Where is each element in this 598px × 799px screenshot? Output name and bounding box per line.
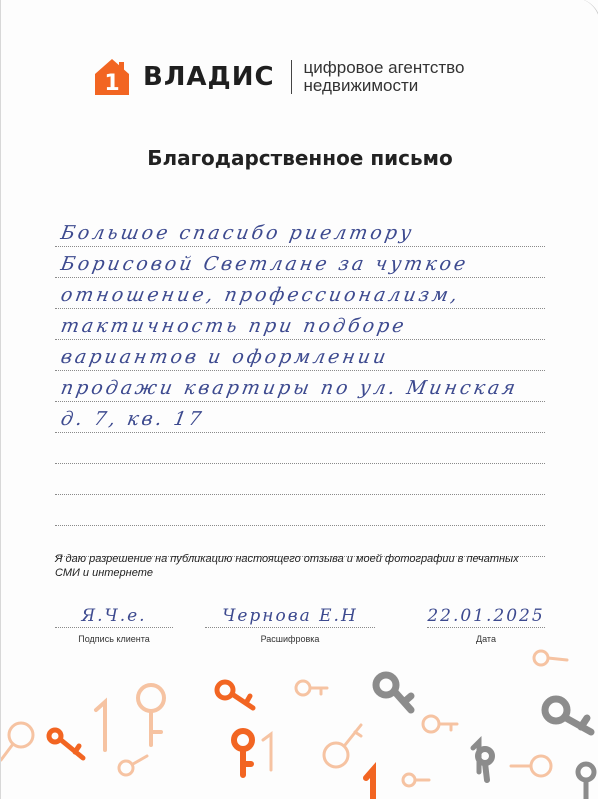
text-line <box>55 371 545 402</box>
text-line <box>55 247 545 278</box>
key-icon <box>49 730 83 758</box>
key-icon <box>138 685 164 745</box>
key-icon <box>119 756 147 775</box>
handwritten-line: тактичность при подборе <box>59 315 409 337</box>
key-icon <box>234 731 252 775</box>
text-line <box>55 340 545 371</box>
text-line <box>55 464 545 495</box>
decoding-caption: Расшифровка <box>260 634 320 644</box>
handwritten-line: Большое спасибо риелтору <box>59 222 417 244</box>
company-logo <box>93 56 464 98</box>
key-icon <box>545 699 591 732</box>
key-icon <box>324 725 361 767</box>
key-icon <box>217 682 253 708</box>
handwritten-line: д. 7, кв. 17 <box>59 408 206 430</box>
letter-title: Благодарственное письмо <box>147 146 453 170</box>
date-caption: Дата <box>476 634 496 644</box>
client-signature-caption: Подпись клиента <box>78 634 150 644</box>
text-line <box>55 433 545 464</box>
house-logo-icon <box>93 57 131 97</box>
date-handwritten: 22.01.2025 <box>427 606 545 626</box>
client-signature-field <box>55 596 173 646</box>
logo-divider <box>291 60 292 94</box>
number-one-shape <box>263 734 271 770</box>
handwritten-line: Борисовой Светлане за чуткое <box>59 253 471 275</box>
tagline-line-1: цифровое агентство <box>303 58 465 77</box>
key-icon <box>1 723 33 760</box>
key-icon <box>403 774 429 786</box>
key-icon <box>578 764 594 799</box>
page-corner <box>574 0 598 38</box>
key-icon <box>423 716 457 732</box>
handwritten-line: вариантов и оформлении <box>59 346 391 368</box>
signature-line <box>55 627 173 628</box>
decoding-handwritten: Чернова Е.Н <box>222 606 358 626</box>
client-signature: Я.Ч.е. <box>81 606 147 626</box>
signature-row <box>55 596 545 646</box>
number-one-shape <box>366 770 373 799</box>
brand-name: ВЛАДИС <box>143 62 275 92</box>
key-icon <box>296 681 327 695</box>
handwritten-text-block <box>55 216 545 557</box>
key-icon <box>376 675 411 710</box>
date-line <box>427 627 545 628</box>
brand-tagline <box>304 59 465 95</box>
tagline-line-2: недвижимости <box>303 76 419 95</box>
handwritten-line: продажи квартиры по ул. Минская <box>59 377 520 399</box>
date-field <box>427 596 545 646</box>
svg-text:1: 1 <box>104 71 120 96</box>
text-line <box>55 309 545 340</box>
handwritten-line: отношение, профессионализм, <box>59 284 462 306</box>
text-line <box>55 216 545 247</box>
decoding-line <box>205 627 375 628</box>
key-icon <box>534 651 567 665</box>
text-line <box>55 495 545 526</box>
decoding-field <box>205 596 375 646</box>
number-one-shape <box>96 702 105 750</box>
text-line <box>55 402 545 433</box>
key-icon <box>511 756 551 776</box>
decorative-keys-pattern <box>1 640 598 799</box>
text-line <box>55 278 545 309</box>
publication-permission-text: Я даю разрешение на публикацию настоящего отзыва и моей фотографии в печатных СМИ и интернете <box>55 553 519 579</box>
